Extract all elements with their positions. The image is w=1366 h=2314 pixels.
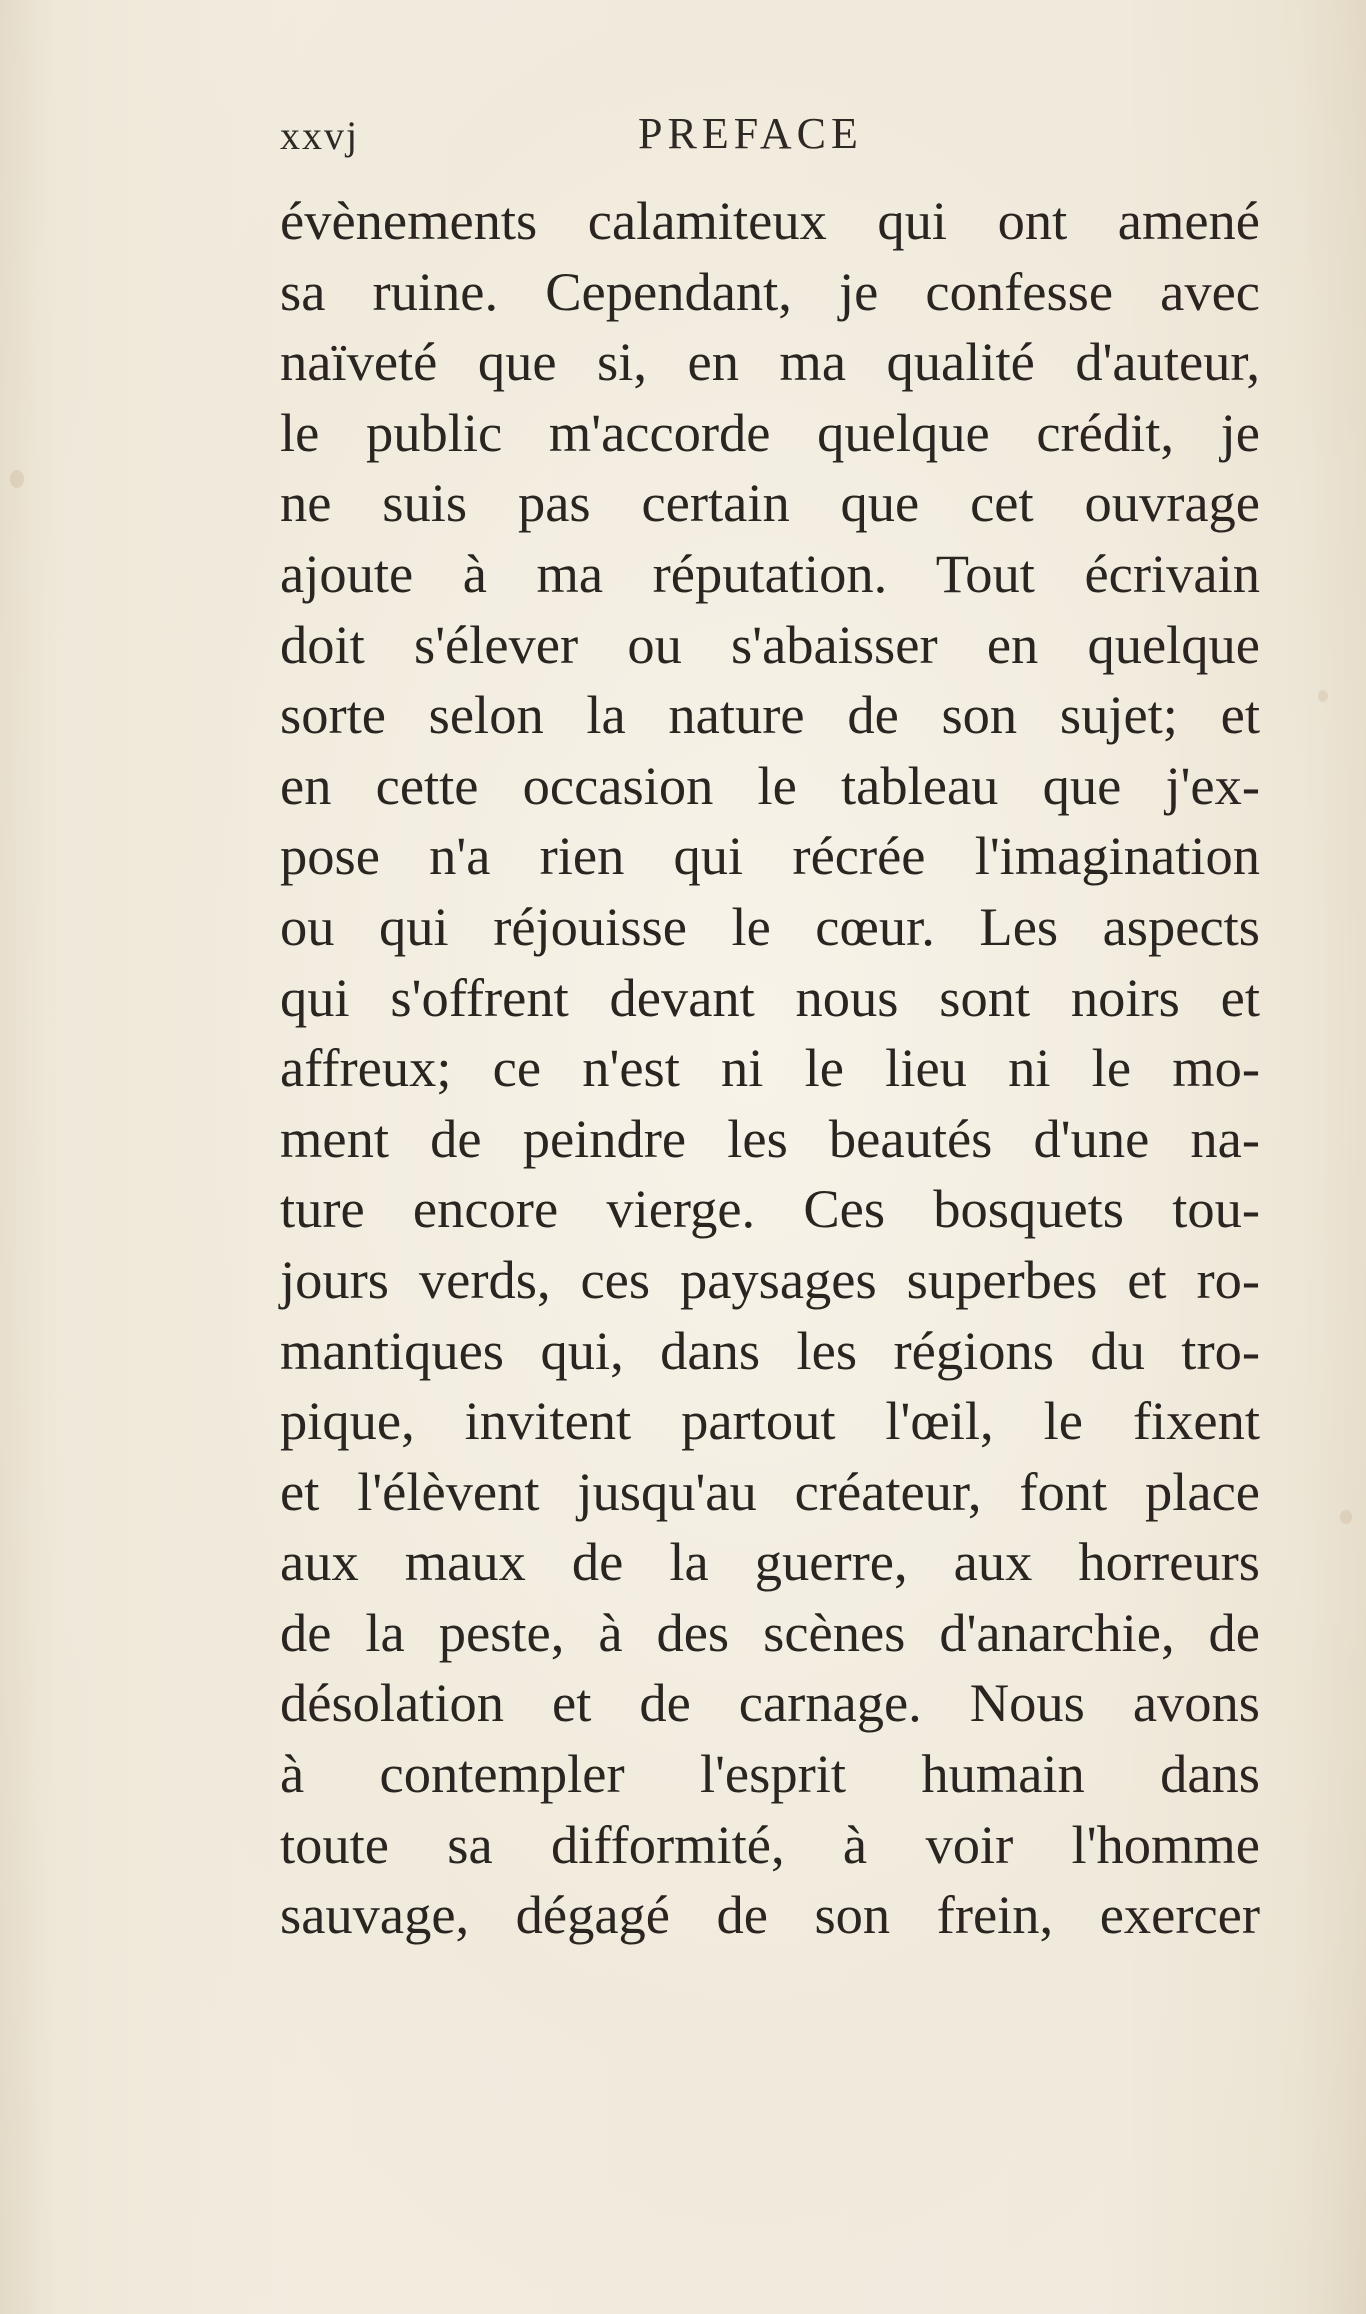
- text-line: qui s'offrent devant nous sont noirs et: [280, 966, 1260, 1028]
- text-line: de la peste, à des scènes d'anarchie, de: [280, 1601, 1260, 1663]
- text-line: en cette occasion le tableau que j'ex-: [280, 754, 1260, 816]
- text-line: pose n'a rien qui récrée l'imagination: [280, 825, 1260, 887]
- text-line: ture encore vierge. Ces bosquets tou-: [280, 1178, 1260, 1240]
- body-text: [280, 186, 1260, 1951]
- text-line: le public m'accorde quelque crédit, je: [280, 401, 1260, 463]
- text-line: désolation et de carnage. Nous avons: [280, 1672, 1260, 1734]
- text-line: sauvage, dégagé de son frein, exercer: [280, 1884, 1260, 1946]
- running-head: [280, 109, 1260, 172]
- paper-stain: [10, 470, 24, 488]
- paper-stain: [1318, 690, 1328, 702]
- text-line: naïveté que si, en ma qualité d'auteur,: [280, 331, 1260, 393]
- text-line: ment de peindre les beautés d'une na-: [280, 1107, 1260, 1169]
- text-line: sa ruine. Cependant, je confesse avec: [280, 260, 1260, 322]
- text-line: pique, invitent partout l'œil, le fixent: [280, 1390, 1260, 1452]
- running-title: PREFACE: [638, 109, 863, 158]
- text-line: aux maux de la guerre, aux horreurs: [280, 1531, 1260, 1593]
- text-line: ou qui réjouisse le cœur. Les aspects: [280, 895, 1260, 957]
- text-line: toute sa difformité, à voir l'homme: [280, 1813, 1260, 1875]
- text-line: à contempler l'esprit humain dans: [280, 1743, 1260, 1805]
- text-line: mantiques qui, dans les régions du tro-: [280, 1319, 1260, 1381]
- text-line: jours verds, ces paysages superbes et ro-: [280, 1248, 1260, 1310]
- text-line: et l'élèvent jusqu'au créateur, font place: [280, 1460, 1260, 1522]
- text-line: sorte selon la nature de son sujet; et: [280, 684, 1260, 746]
- paper-stain: [1340, 1510, 1352, 1524]
- text-line: affreux; ce n'est ni le lieu ni le mo-: [280, 1037, 1260, 1099]
- page-number: xxvj: [280, 113, 360, 158]
- text-line: doit s'élever ou s'abaisser en quelque: [280, 613, 1260, 675]
- text-line: ajoute à ma réputation. Tout écrivain: [280, 542, 1260, 604]
- text-line: évènements calamiteux qui ont amené: [280, 190, 1260, 251]
- text-line: ne suis pas certain que cet ouvrage: [280, 472, 1260, 534]
